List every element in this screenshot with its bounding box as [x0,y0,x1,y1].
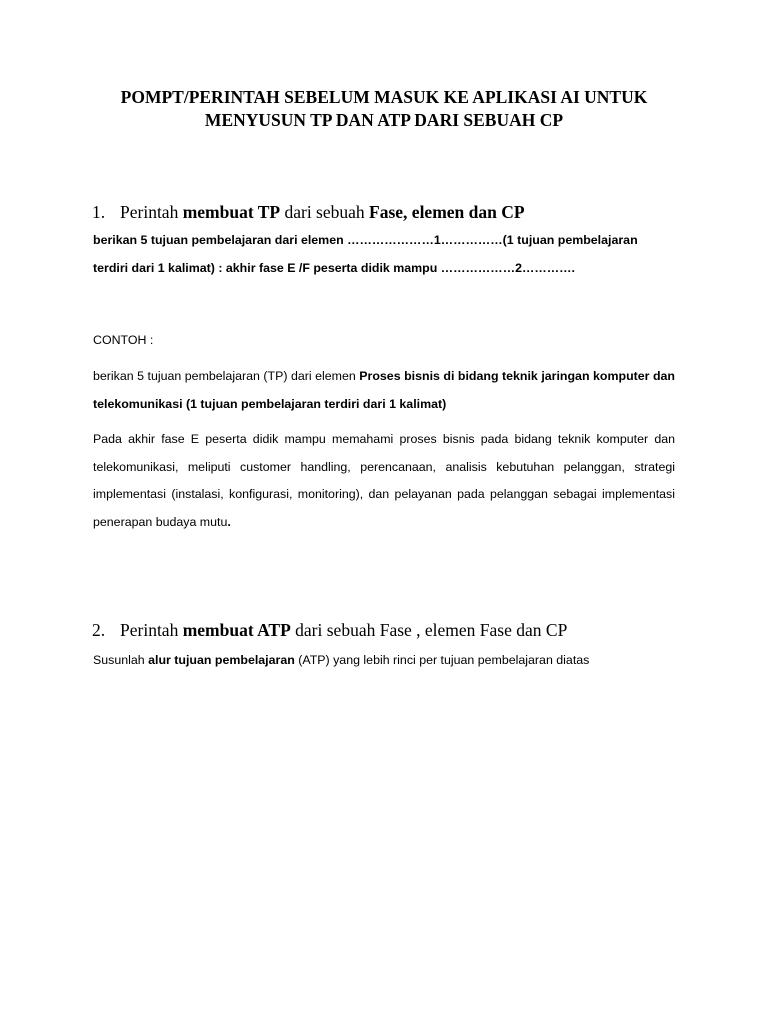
section-2-heading-pre: Perintah [120,620,183,640]
example-prompt-pre: berikan 5 tujuan pembelajaran (TP) dari elemen [93,369,360,383]
section-2-instruction [93,647,675,675]
example-cp-body: Pada akhir fase E peserta didik mampu memahami proses bisnis pada bidang teknik komputer dan telekomunikasi, meliputi customer handling, perencanaan, analisis kebutuhan pelanggan, strategi implementasi (instalasi, konfigurasi, monitoring), dan pelayanan pada pelanggan sebagai implementasi penerapan budaya mutu [93,432,675,529]
section-1-heading-pre: Perintah [120,202,183,222]
section-2-instruction-pre: Susunlah [93,653,149,667]
example-cp-text [93,426,675,536]
section-1-heading [92,200,525,224]
example-prompt [93,363,675,418]
section-2-heading-post: dari sebuah Fase , elemen Fase dan CP [290,620,568,640]
section-1-prompt-line-1: berikan 5 tujuan pembelajaran dari elemen …………………1……………(1 tujuan pembelajaran [93,233,638,247]
example-cp-end: . [227,514,231,529]
section-2-number: 2. [92,620,106,640]
section-1-heading-bold-1: membuat TP [182,202,281,222]
section-1-prompt-line-2: terdiri dari 1 kalimat) : akhir fase E /F peserta didik mampu ………………2…………. [93,261,575,275]
section-1-number: 1. [92,202,106,222]
section-2-heading [92,618,567,642]
section-2-heading-bold: membuat ATP [182,620,291,640]
section-2-instruction-bold: alur tujuan pembelajaran [148,653,295,667]
title-line-1: POMPT/PERINTAH SEBELUM MASUK KE APLIKASI AI UNTUK [120,87,648,107]
document-title [92,86,676,132]
title-line-2: MENYUSUN TP DAN ATP DARI SEBUAH CP [204,110,564,130]
section-1-heading-bold-2: Fase, elemen dan CP [369,202,525,222]
example-prompt-bold: Proses bisnis di bidang teknik jaringan komputer dan telekomunikasi (1 tujuan pembelajaran terdiri dari 1 kalimat) [93,369,676,411]
section-1-heading-mid: dari sebuah [280,202,370,222]
section-2-instruction-post: (ATP) yang lebih rinci per tujuan pembelajaran diatas [294,653,590,667]
example-label: CONTOH : [93,333,154,347]
